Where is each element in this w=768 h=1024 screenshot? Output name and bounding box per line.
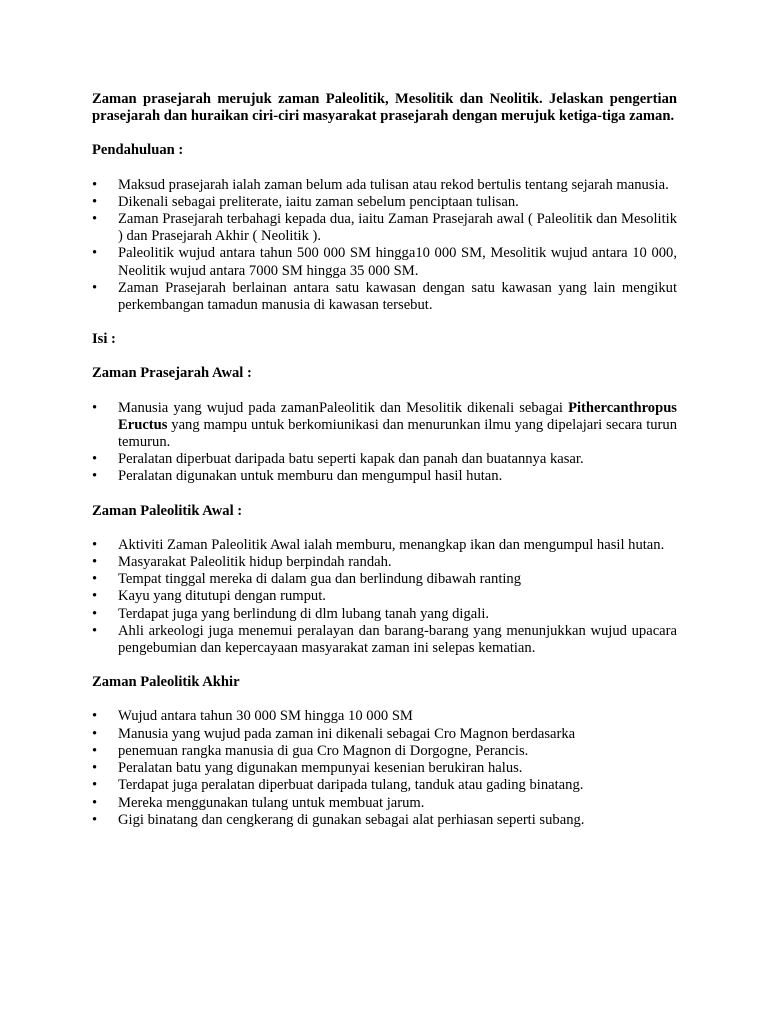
list-item bbox=[92, 400, 677, 452]
list-paleolitik-akhir bbox=[92, 708, 677, 828]
list-item: • Kayu yang ditutupi dengan rumput. bbox=[92, 588, 677, 605]
list-item: • Manusia yang wujud pada zaman ini dikenali sebagai Cro Magnon berdasarka bbox=[92, 726, 677, 743]
list-item: • Terdapat juga peralatan diperbuat daripada tulang, tanduk atau gading binatang. bbox=[92, 777, 677, 794]
list-item: • Peralatan batu yang digunakan mempunyai kesenian berukiran halus. bbox=[92, 760, 677, 777]
list-item: • Gigi binatang dan cengkerang di gunakan sebagai alat perhiasan seperti subang. bbox=[92, 812, 677, 829]
list-item: • Ahli arkeologi juga menemui peralayan dan barang-barang yang menunjukkan wujud upacara pengebumian dan kepercayaan masyarakat zaman ini selepas kematian. bbox=[92, 623, 677, 657]
list-pendahuluan bbox=[92, 177, 677, 315]
species-name: Pithercanthropus Eructus bbox=[118, 399, 677, 433]
heading-isi: Isi : bbox=[92, 331, 116, 348]
list-item: • Peralatan digunakan untuk memburu dan mengumpul hasil hutan. bbox=[92, 468, 677, 485]
list-item: • Wujud antara tahun 30 000 SM hingga 10 000 SM bbox=[92, 708, 677, 725]
item-text: yang mampu untuk berkomiunikasi dan menurunkan ilmu yang dipelajari secara turun temurun. bbox=[118, 416, 677, 451]
heading-paleolitik-akhir: Zaman Paleolitik Akhir bbox=[92, 674, 240, 691]
list-item: • Peralatan diperbuat daripada batu seperti kapak dan panah dan buatannya kasar. bbox=[92, 451, 677, 468]
heading-pendahuluan: Pendahuluan : bbox=[92, 142, 184, 159]
list-item: • Zaman Prasejarah berlainan antara satu kawasan dengan satu kawasan yang lain mengikut perkembangan tamadun manusia di kawasan tersebut. bbox=[92, 280, 677, 314]
list-paleolitik-awal bbox=[92, 537, 677, 657]
list-item: • Aktiviti Zaman Paleolitik Awal ialah memburu, menangkap ikan dan mengumpul hasil hutan. bbox=[92, 537, 677, 554]
list-item: • Paleolitik wujud antara tahun 500 000 SM hingga10 000 SM, Mesolitik wujud antara 10 000, Neolitik wujud antara 7000 SM hingga 35 000 SM. bbox=[92, 245, 677, 279]
list-item: • penemuan rangka manusia di gua Cro Magnon di Dorgogne, Perancis. bbox=[92, 743, 677, 760]
item-text: Manusia yang wujud pada zamanPaleolitik dan Mesolitik dikenali sebagai bbox=[118, 399, 569, 416]
list-item: • Mereka menggunakan tulang untuk membuat jarum. bbox=[92, 795, 677, 812]
list-item: • Zaman Prasejarah terbahagi kepada dua, iaitu Zaman Prasejarah awal ( Paleolitik dan Mesolitik ) dan Prasejarah Akhir ( Neolitik ). bbox=[92, 211, 677, 245]
list-item: • Masyarakat Paleolitik hidup berpindah randah. bbox=[92, 554, 677, 571]
heading-prasejarah-awal: Zaman Prasejarah Awal : bbox=[92, 365, 252, 382]
list-item: • Dikenali sebagai preliterate, iaitu zaman sebelum penciptaan tulisan. bbox=[92, 194, 677, 211]
list-item: • Tempat tinggal mereka di dalam gua dan berlindung dibawah ranting bbox=[92, 571, 677, 588]
heading-paleolitik-awal: Zaman Paleolitik Awal : bbox=[92, 502, 243, 519]
list-item: • Terdapat juga yang berlindung di dlm lubang tanah yang digali. bbox=[92, 606, 677, 623]
question-title: Zaman prasejarah merujuk zaman Paleolitik, Mesolitik dan Neolitik. Jelaskan pengertian prasejarah dan huraikan ciri-ciri masyarakat prasejarah dengan merujuk ketiga-tiga zaman. bbox=[92, 91, 677, 125]
list-prasejarah-awal bbox=[92, 400, 677, 486]
list-item: • Maksud prasejarah ialah zaman belum ada tulisan atau rekod bertulis tentang sejarah manusia. bbox=[92, 177, 677, 194]
